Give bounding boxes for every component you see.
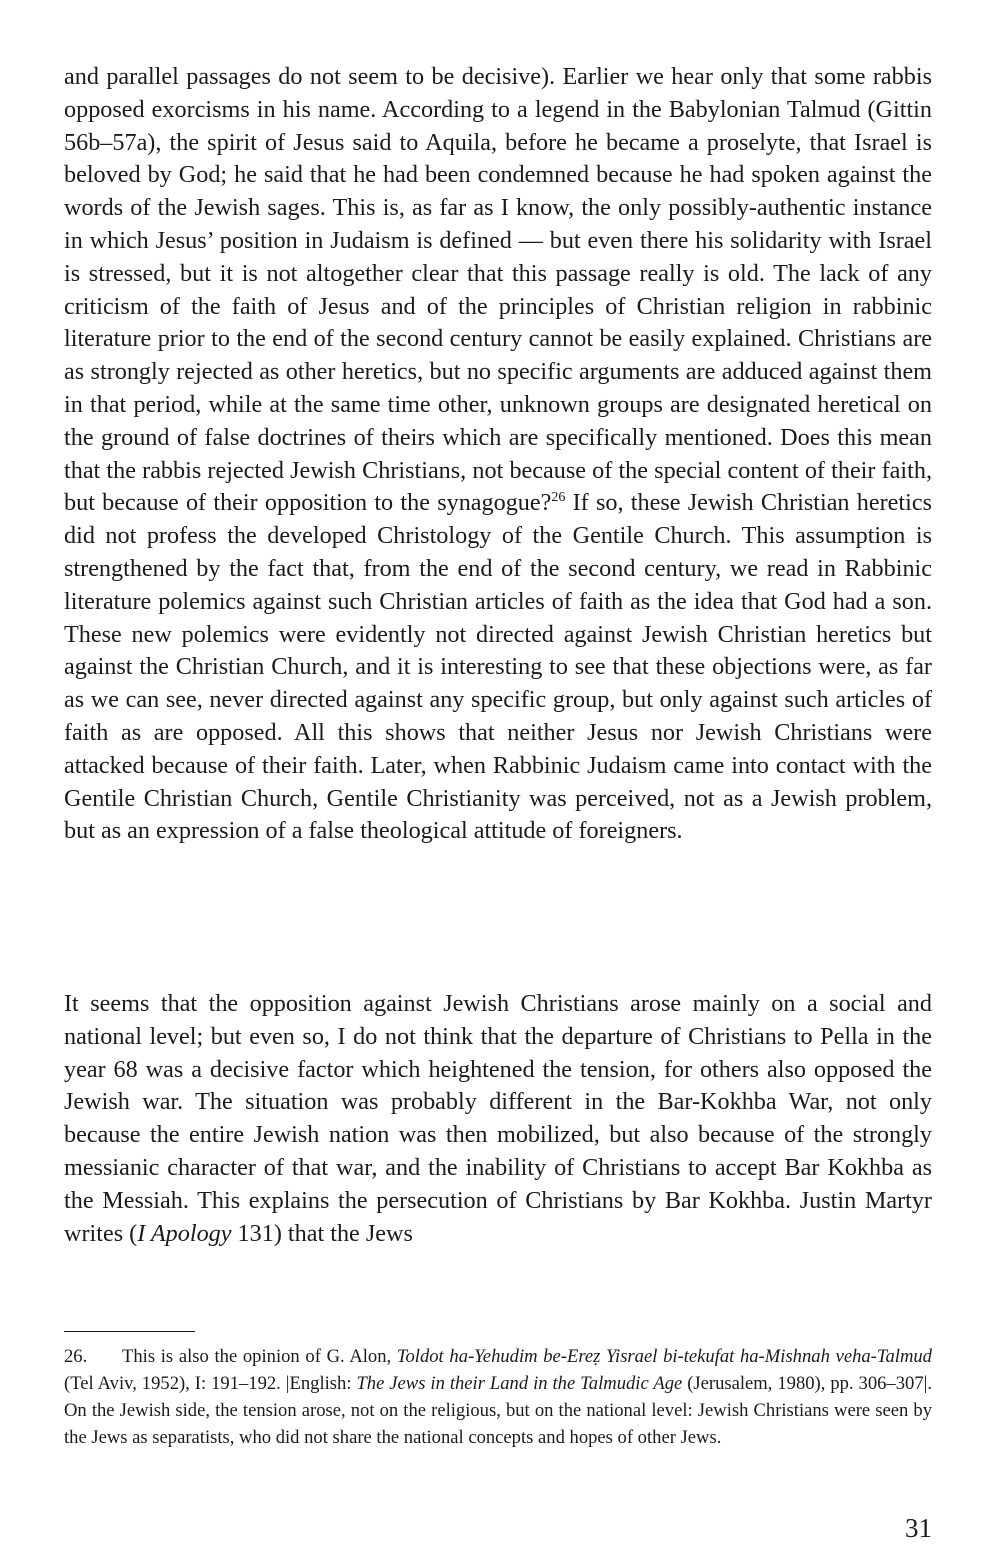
body-paragraph-2 (64, 988, 932, 1250)
footnote (64, 1343, 932, 1451)
paragraph-text: and parallel passages do not seem to be decisive). Earlier we hear only that some rabbis opposed exorcisms in his name. According to a legend in the Babylonian Talmud (Gittin 56b–57a), the spirit of Jesus said to Aquila, before he became a proselyte, that Israel is beloved by God; he said that he had been condemned because he had spoken against the words of the Jewish sages. This is, as far as I know, the only possibly-authentic instance in which Jesus’ position in Judaism is defined — but even there his solidarity with Israel is stressed, but it is not altogether clear that this passage really is old. The lack of any criticism of the faith of Jesus and of the principles of Christian religion in rabbinic literature prior to the end of the second century cannot be easily explained. Christians are as strongly rejected as other heretics, but no specific arguments are adduced against them in that period, while at the same time other, unknown groups are designated heretical on the ground of false doctrines of theirs which are specifically mentioned. Does this mean that the rabbis rejected Jewish Christians, not because of the special content of their faith, but because of their opposition to the synagogue? (64, 63, 932, 517)
book-title: I Apology (137, 1219, 232, 1247)
page-number: 31 (905, 1513, 932, 1543)
paragraph-text: If so, these Jewish Christian heretics did not profess the developed Christology of the Gentile Church. This assumption is strengthened by the fact that, from the end of the second century, we read in Rabbinic literature polemics against such Christian articles of faith as the idea that God had a son. These new polemics were evidently not directed against Jewish Christian heretics but against the Christian Church, and it is interesting to see that these objections were, as far as we can see, never directed against any specific group, but only against such articles of faith as are opposed. All this shows that neither Jesus nor Jewish Christians were attacked because of their faith. Later, when Rabbinic Judaism came into contact with the Gentile Christian Church, Gentile Christianity was perceived, not as a Jewish problem, but as an expression of a false theological attitude of foreigners. (64, 489, 932, 845)
book-title: The Jews in their Land in the Talmudic Age (356, 1373, 683, 1394)
footnote-text: (Jerusalem, 1980), pp. 306–307|. On the Jewish side, the tension arose, not on the religious, but on the national level: Jewish Christians were seen by the Jews as separatists, who did not share the national concepts and hopes of other Jews. (64, 1373, 932, 1448)
footnote-reference: 26 (551, 490, 566, 506)
book-title: Toldot ha-Yehudim be-Ereẓ Yisrael bi-tekufat ha-Mishnah veha-Talmud (396, 1346, 932, 1367)
footnote-divider (64, 1331, 195, 1332)
paragraph-text: It seems that the opposition against Jewish Christians arose mainly on a social and national level; but even so, I do not think that the departure of Christians to Pella in the year 68 was a decisive factor which heightened the tension, for others also opposed the Jewish war. The situation was probably different in the Bar-Kokhba War, not only because the entire Jewish nation was then mobilized, but also because of the strongly messianic character of that war, and the inability of Christians to accept Bar Kokhba as the Messiah. This explains the persecution of Christians by Bar Kokhba. Justin Martyr writes ( (64, 990, 932, 1247)
paragraph-text: 131) that the Jews (231, 1219, 413, 1247)
footnote-text: (Tel Aviv, 1952), I: 191–192. |English: (64, 1373, 357, 1394)
body-paragraph-1 (64, 61, 932, 848)
footnote-number: 26. (64, 1346, 88, 1367)
footnote-text: This is also the opinion of G. Alon, (122, 1346, 397, 1367)
